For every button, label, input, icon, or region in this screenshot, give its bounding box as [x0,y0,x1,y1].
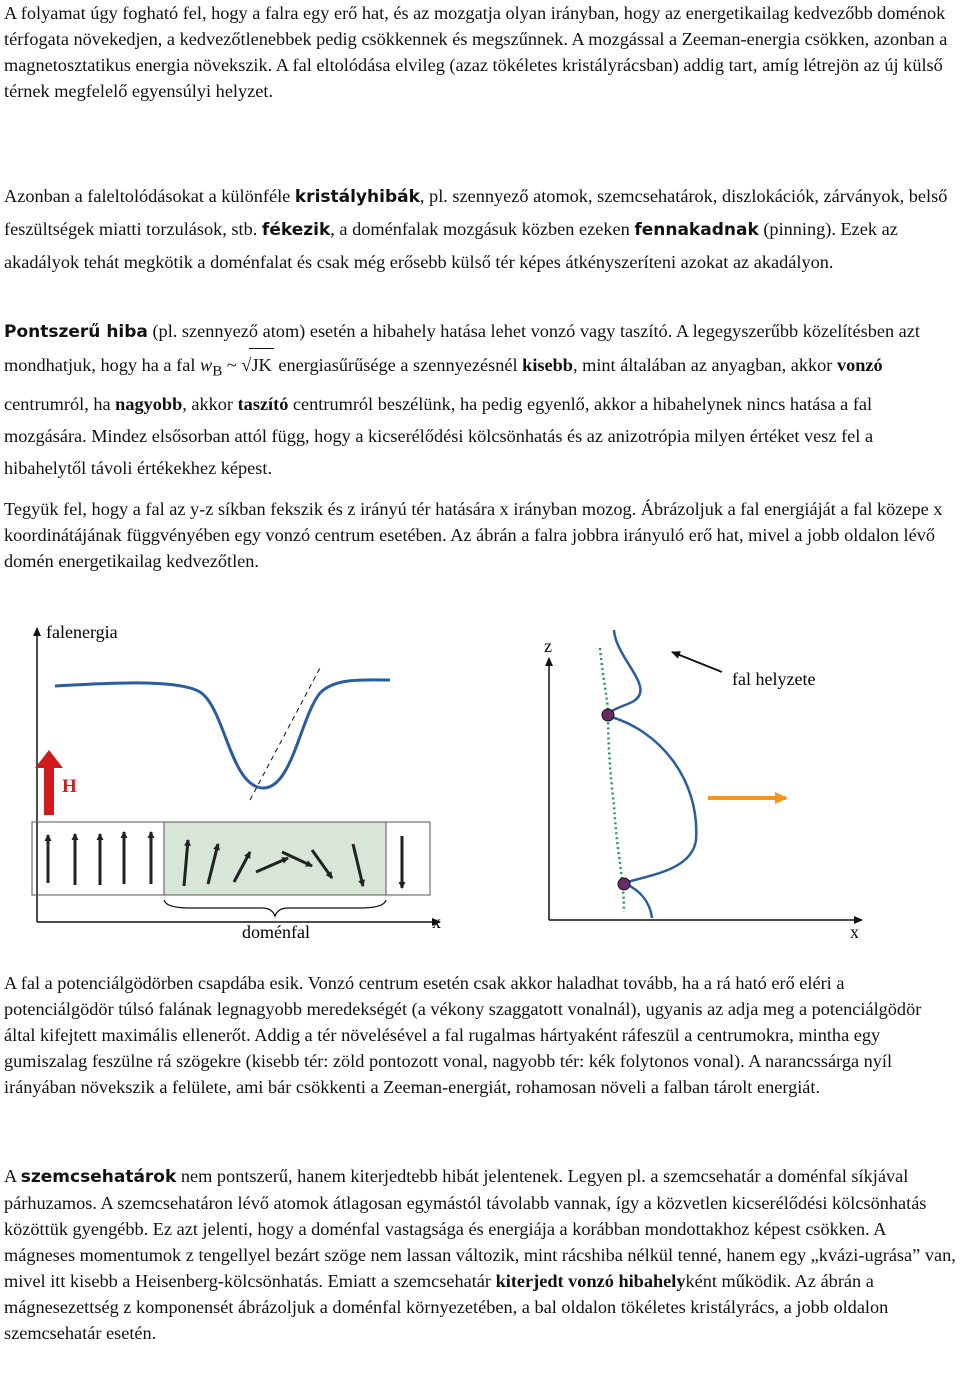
bold-smaller: kisebb [522,355,573,375]
formula-subscript: B [212,362,223,380]
wall-label: doménfal [242,922,310,942]
domain-right-box [386,822,430,895]
formula-sqrt-jk: JK [249,348,273,381]
emphasis-point-defect: Pontszerű hiba [4,322,148,342]
text-run: (pinning). Ezek az akadályok tehát megkötik a doménfalat és csak még erősebb külső tér képes átkényszeríteni azokat az akadályon. [4,219,898,272]
text-run: centrumról beszélünk, ha pedig egyenlő, akkor a hibahelynek nincs hatása a fal mozgására. Mindez elsősorban attól függ, hogy a kicserélődési kölcsönhatás és az anizotrópia milyen értéket vesz fel a hibahelytől távoli értékekhez képest. [4,393,874,478]
right-panel-wall-shape [544,630,862,942]
paragraph-wall-motion: A folyamat úgy fogható fel, hogy a falra egy erő hat, és az mozgatja olyan irányban, hogy az energetikailag kedvezőbb doménok térfogata növekedjen, a kedvezőtlenebbek pedig csökkennek és megszűnnek. A mozgással a Zeeman-energia csökken, azonban a magnetosztatikus energia növekszik. A fal eltolódása elvileg (azaz tökéletes kristályrácsban) addig tart, amíg létrejön az új külső térnek megfelelő egyensúlyi helyzet. [4,3,948,101]
formula-tilde: ~ [222,355,242,375]
domain-left-box [32,822,164,895]
left-panel-energy-well [32,622,441,942]
wall-large-field-bulge [608,716,696,883]
text-run: energiasűrűsége a szennyezésnél [273,355,523,375]
emphasis-pinning: fennakadnak [634,220,759,240]
text-run: , a doménfalak mozgásuk közben ezeken [330,219,635,239]
x-axis-right-label: x [850,922,859,942]
text-run: Azonban a faleltolódásokat a különféle [4,186,295,206]
text-run: A [4,1166,21,1186]
text-run: , akkor [182,393,238,414]
pinning-center [602,709,614,721]
text-run: (pl. szennyező atom) esetén a hibahely hatása lehet vonzó vagy taszító. A legegyszerűbb közelítésben azt mondhatjuk, hogy ha a fal [4,321,920,375]
emphasis-grain-boundary: szemcsehatárok [20,1167,177,1187]
wall-position-pointer [672,652,722,672]
emphasis-crystal-defects: kristályhibák [294,187,420,207]
wall-position-label: fal helyzete [732,669,816,689]
wall-large-field-top [608,630,640,716]
bold-extended-defect: kiterjedt vonzó hibahely [495,1271,686,1291]
text-run: nem pontszerű, hanem kiterjedtebb hibát jelentenek. Legyen pl. a szemcsehatár a doménfal síkjával párhuzamos. A szemcsehatáron lévő atomok átlagosan egymástól távolabb vannak, így a közvetlen kicserélődési kölcsönhatás közöttük gyengébb. Ez azt jelenti, hogy a doménfal vastagsága és energiája a korábban mondottakhoz képest csökken. A mágneses momentumok z tengellyel bezárt szöge nem lassan változik, mint rácshiba nélkül tenné, hanem egy „kvázi-ugrása” van, mivel itt kisebb a Heisenberg-kölcsönhatás. Emiatt a szemcsehatár [4,1166,956,1291]
domain-wall-box [164,822,386,895]
paragraph-wall-energy-setup: Tegyük fel, hogy a fal az y-z síkban fekszik és z irányú tér hatására x irányban mozog. Ábrázoljuk a fal energiáját a fal közepe x koordinátájának függvényében egy vonzó centrum esetében. Az ábrán a falra jobbra irányuló erő hat, mivel a jobb oldalon lévő domén energetikailag kedvezőtlen. [4,499,943,571]
z-axis-label: z [544,636,552,656]
bold-attractive: vonzó [836,355,883,375]
energy-axis-label: falenergia [46,622,118,642]
pinning-center [618,878,630,890]
text-run: , pl. szennyező atomok, szemcsehatárok, diszlokációk, zárványok, belső feszültségek miatti torzulások, stb. [4,186,948,239]
paragraph-point-defect [4,315,956,484]
text-run: centrumról, ha [4,393,116,414]
wall-brace [164,900,386,916]
formula-wall-energy: $w_B$ ~ √JK [200,355,274,375]
paragraph-potential-well: A fal a potenciálgödörben csapdába esik. Vonzó centrum esetén csak akkor haladhat tovább, ha a rá ható erő eléri a potenciálgödör túlsó falának legnagyobb meredekségét (a vékony szaggatott vonalnál), ugyanis az adja meg a potenciálgödör által kifejtett maximális ellenerőt. Addig a tér növelésével a fal rugalmas hártyaként ráfeszül a centrumokra, mintha egy gumiszalag feszülne rá szögekre (kisebb tér: zöld pontozott vonal, nagyobb tér: kék folytonos vonal). A narancssárga nyíl irányában növekszik a felülete, ami bár csökkenti a Zeeman-energiát, rohamosan növeli a falban tárolt energiát. [4,973,922,1097]
max-slope-dashed-line [250,668,320,800]
bold-repulsive: taszító [237,393,289,414]
field-arrow-icon [35,750,63,815]
figure-wall-pinning [0,600,960,970]
wall-small-field-dotted [600,648,624,912]
field-label: H [62,776,77,797]
formula-w: w [199,355,213,375]
emphasis-brake: fékezik [261,220,331,240]
text-run: , mint általában az anyagban, akkor [572,355,837,375]
bold-larger: nagyobb [115,393,183,414]
paragraph-crystal-defects [4,180,956,278]
x-axis-left-label: x [432,912,441,932]
paragraph-grain-boundary [4,1163,956,1346]
energy-well-curve [55,680,390,788]
text-run: ként működik. Az ábrán a mágnesezettség z komponensét ábrázoljuk a doménfal környezetében, a bal oldalon tökéletes kristályrács, a jobb oldalon szemcsehatár esetén. [4,1271,889,1343]
